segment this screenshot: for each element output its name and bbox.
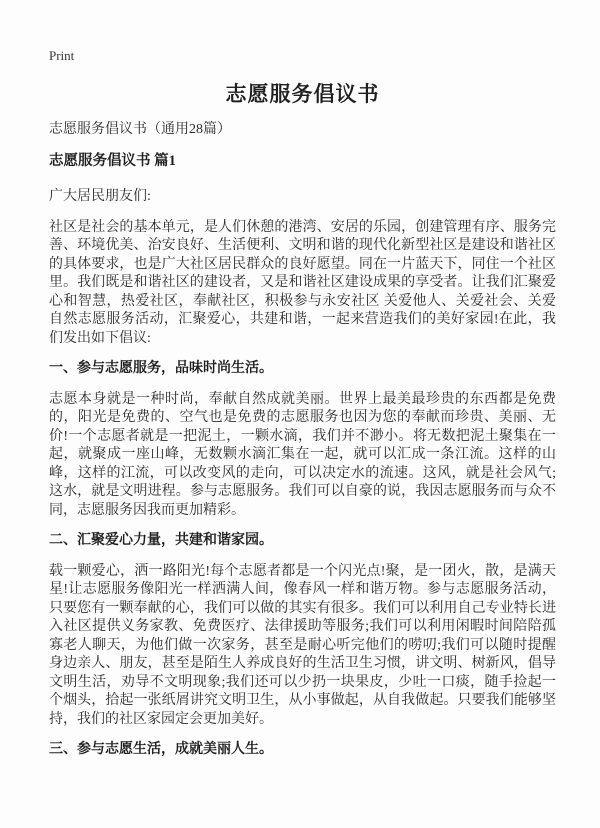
print-link[interactable]: Print <box>49 48 75 63</box>
section-1-heading: 一、参与志愿服务，品味时尚生活。 <box>49 361 273 376</box>
salutation: 广大居民朋友们: <box>49 189 151 204</box>
page-title: 志愿服务倡议书 <box>225 82 380 106</box>
article-heading: 志愿服务倡议书 篇1 <box>49 152 176 169</box>
intro-paragraph: 社区是社会的基本单元，是人们休憩的港湾、安居的乐园，创建管理有序、服务完善、环境优美、治安良好、生活便利、文明和谐的现代化新型社区是建设和谐社区的具体要求，也是广大社区居民群众的良好愿望。同在一片蓝天下，同住一个社区里。我们既是和谐社区的建设者，又是和谐社区建设成果的享受者。让我们汇聚爱心和智慧，热爱社区，奉献社区，积极参与永安社区 关爱他人、关爱社会、关爱自然志愿服务活动，汇聚爱心，共建和谐，一起来营造我们的美好家园!在此，我们发出如下倡议: <box>49 219 556 346</box>
section-2-heading: 二、汇聚爱心力量，共建和谐家园。 <box>49 533 273 548</box>
document-subtitle: 志愿服务倡议书（通用28篇） <box>49 122 231 137</box>
section-3-heading: 三、参与志愿生活，成就美丽人生。 <box>49 742 273 757</box>
section-1-body: 志愿本身就是一种时尚，奉献自然成就美丽。世界上最美最珍贵的东西都是免费的，阳光是免费的、空气也是免费的志愿服务也因为您的奉献而珍贵、美丽、无价!一个志愿者就是一把泥土，一颗水滴，我们并不渺小。将无数把泥土聚集在一起，就聚成一座山峰，无数颗水滴汇集在一起，就可以汇成一条江流。这样的山峰，这样的江流，可以改变风的走向，可以决定水的流速。这风，就是社会风气;这水，就是文明进程。参与志愿服务。我们可以自豪的说，我因志愿服务而与众不同，志愿服务因我而更加精彩。 <box>49 391 556 518</box>
section-2-body: 载一颗爱心，洒一路阳光!每个志愿者都是一个闪光点!聚，是一团火，散，是满天星!让志愿服务像阳光一样洒满人间，像春风一样和谐万物。参与志愿服务活动，只要您有一颗奉献的心，我们可以做的其实有很多。我们可以利用自己专业特长进入社区提供义务家教、免费医疗、法律援助等服务;我们可以利用闲暇时间陪陪孤寡老人聊天，为他们做一次家务，甚至是耐心听完他们的唠叨;我们可以随时提醒身边亲人、朋友，甚至是陌生人养成良好的生活卫生习惯，讲文明、树新风，倡导文明生活，劝导不文明现象;我们还可以少扔一块果皮，少吐一口痰，随手捡起一个烟头，拾起一张纸屑讲究文明卫生，从小事做起，从自我做起。只要我们能够坚持，我们的社区家园定会更加美好。 <box>49 563 556 727</box>
